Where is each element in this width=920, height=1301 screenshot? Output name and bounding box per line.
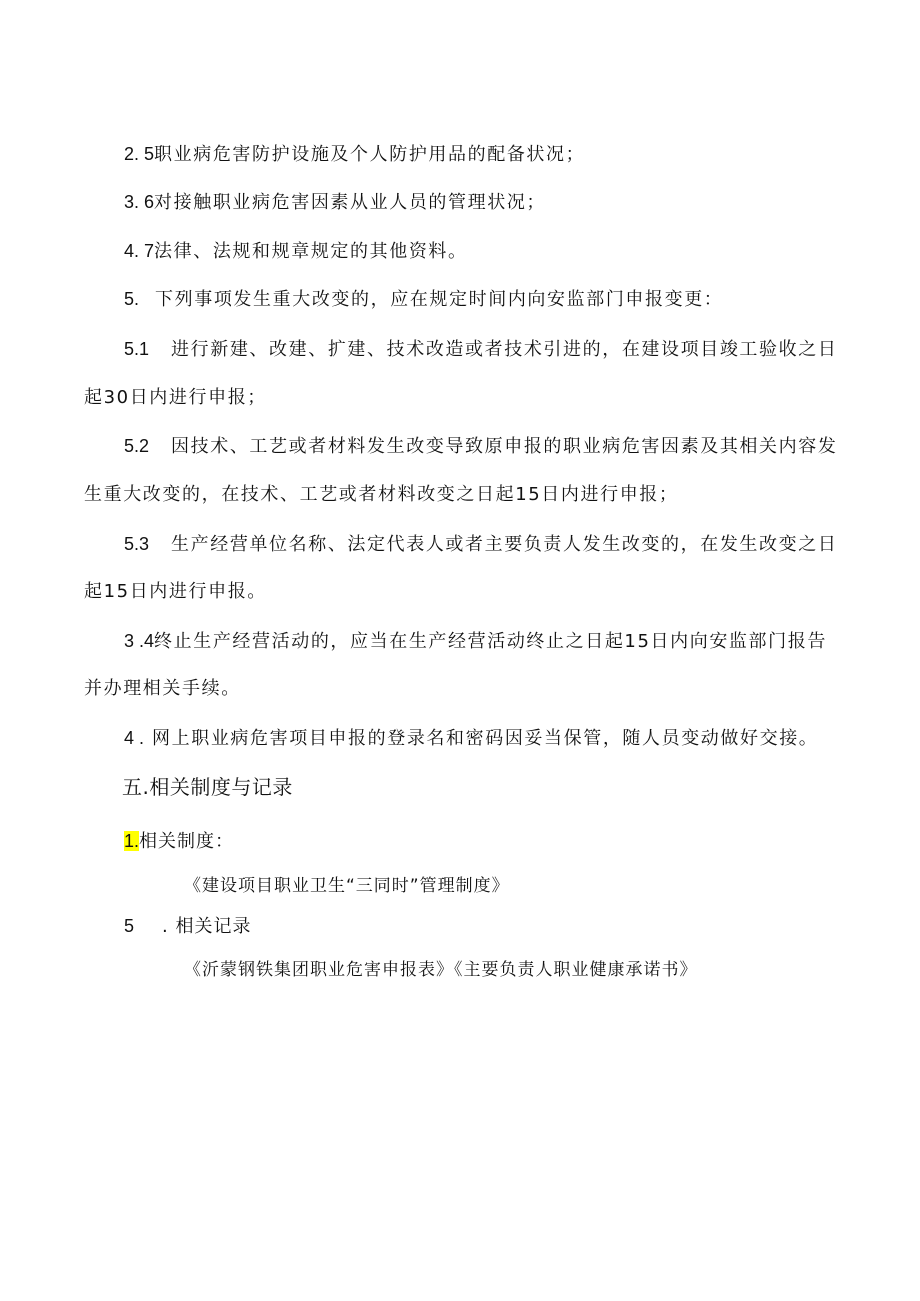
item-number: 5.2	[124, 436, 150, 456]
item-5-2	[124, 434, 837, 459]
item-number: 5.	[124, 289, 140, 309]
item-text: 网上职业病危害项目申报的登录名和密码因妥当保管，随人员变动做好交接。	[152, 728, 819, 749]
item-text: 生产经营单位名称、法定代表人或者主要负责人发生改变的，在发生改变之日	[171, 534, 838, 555]
item-text: 对接触职业病危害因素从业人员的管理状况；	[154, 192, 547, 213]
item-5	[124, 287, 723, 312]
item-text: 生重大改变的，在技术、工艺或者材料改变之日起15日内进行申报；	[84, 484, 679, 505]
related-records-titles: 《沂蒙钢铁集团职业危害申报表》《主要负责人职业健康承诺书》	[184, 960, 698, 980]
sub-item-1	[124, 829, 234, 854]
item-number: 3 .4	[124, 631, 155, 651]
item-number: 2. 5	[124, 144, 155, 164]
item-text: 下列事项发生重大改变的，应在规定时间内向安监部门申报变更：	[155, 289, 724, 310]
item-4	[124, 726, 818, 751]
item-number: 4. 7	[124, 241, 155, 261]
item-number: 4 .	[124, 728, 145, 748]
item-text: 进行新建、改建、扩建、技术改造或者技术引进的，在建设项目竣工验收之日	[171, 339, 838, 360]
item-3-6	[124, 190, 546, 215]
item-number: 3. 6	[124, 192, 155, 212]
item-5-1	[124, 337, 837, 362]
item-number: 5.3	[124, 534, 150, 554]
item-text: 法律、法规和规章规定的其他资料。	[154, 241, 468, 262]
item-number: 5.1	[124, 339, 150, 359]
item-5-3	[124, 532, 837, 557]
item-text: 终止生产经营活动的，应当在生产经营活动终止之日起15日内向安监部门报告	[154, 631, 827, 652]
section-heading: 五.相关制度与记录	[122, 775, 293, 799]
sub-item-number: 5	[124, 916, 135, 936]
item-3-4-continued	[84, 677, 241, 701]
sub-item-label: . 相关记录	[162, 916, 252, 937]
sub-item-2	[124, 914, 251, 939]
item-3-4	[124, 629, 827, 654]
item-5-2-continued	[84, 483, 679, 507]
item-text: 职业病危害防护设施及个人防护用品的配备状况；	[154, 144, 586, 165]
item-2-5	[124, 142, 585, 167]
item-text: 并办理相关手续。	[84, 678, 241, 699]
item-5-3-continued	[84, 580, 267, 604]
item-text: 起15日内进行申报。	[84, 581, 267, 602]
item-text: 起30日内进行申报；	[84, 387, 267, 408]
item-4-7	[124, 239, 468, 264]
sub-item-label: 相关制度：	[139, 831, 235, 852]
related-regulation-title: 《建设项目职业卫生“三同时”管理制度》	[184, 876, 510, 896]
item-5-1-continued	[84, 386, 267, 410]
item-text: 因技术、工艺或者材料发生改变导致原申报的职业病危害因素及其相关内容发	[171, 436, 838, 457]
highlighted-number: 1.	[124, 831, 140, 851]
